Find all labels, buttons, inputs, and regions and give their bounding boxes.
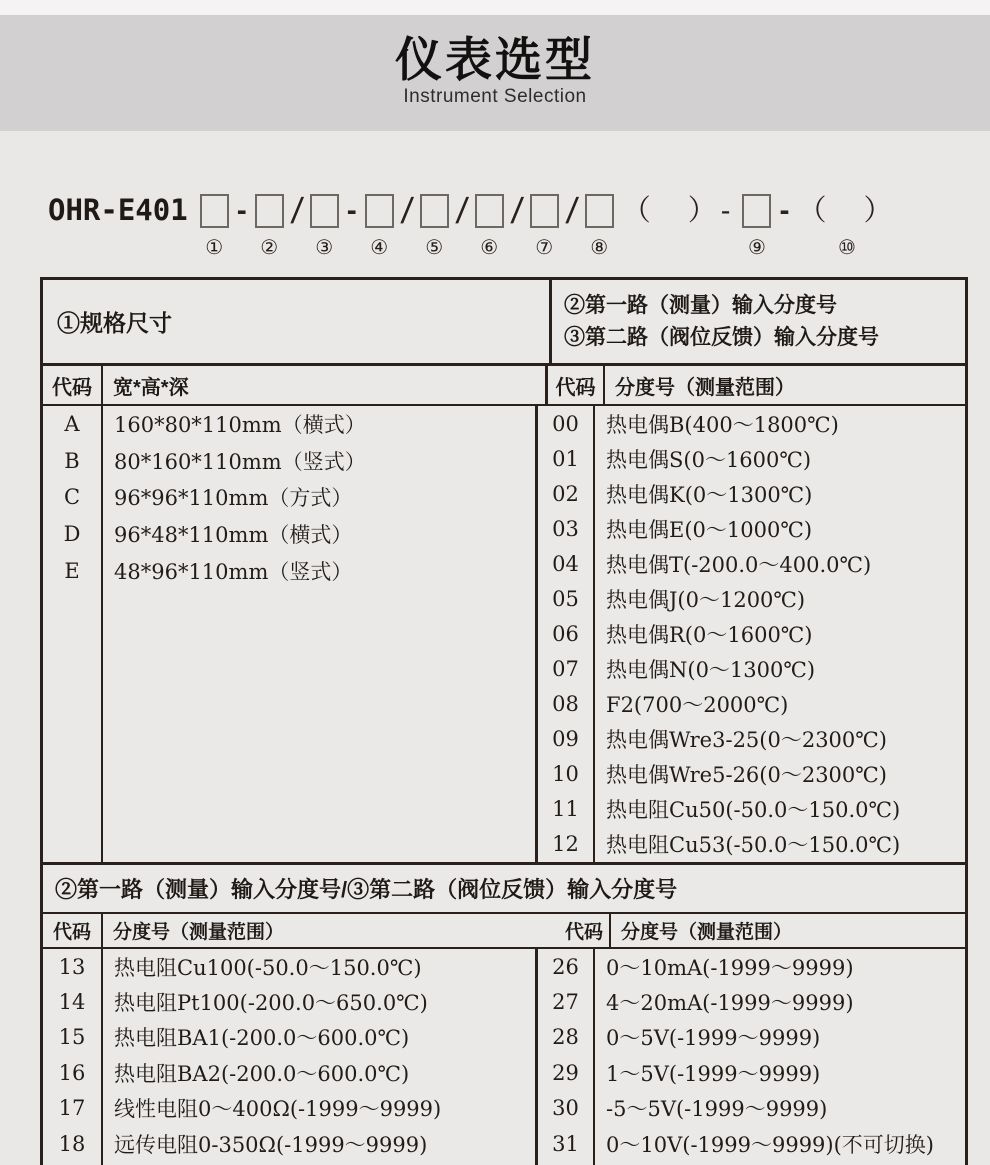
row-code: 01 [552, 446, 579, 471]
row-code: 31 [552, 1131, 579, 1156]
table-row [538, 441, 965, 476]
row-code: 13 [58, 954, 86, 979]
separator: - [236, 194, 247, 227]
slot-label-4: ④ [370, 237, 389, 259]
table-row [43, 984, 535, 1019]
input-graduation-header [552, 280, 965, 363]
row-code: 28 [552, 1025, 579, 1050]
row-desc: 96*96*110mm（方式） [114, 486, 353, 511]
code-slot-3 [310, 193, 339, 258]
table-row [43, 443, 535, 480]
row-code: 06 [552, 621, 579, 646]
table-row [538, 687, 965, 722]
slot-label-10: ⑩ [837, 237, 856, 259]
row-code: 18 [58, 1131, 86, 1156]
row-desc: 热电偶B(400～1800℃) [606, 412, 839, 437]
page-title: 仪表选型 [395, 33, 595, 86]
row-desc: 热电阻BA2(-200.0～600.0℃) [114, 1061, 410, 1086]
column-header-row [43, 366, 965, 406]
model-code-line [48, 190, 904, 259]
table-row [538, 651, 965, 686]
paren-group: （ ）- [621, 195, 735, 227]
slot-label-2: ② [260, 237, 279, 259]
row-desc: 热电阻Cu50(-50.0～150.0℃) [606, 798, 901, 823]
col-header-size: 宽*高*深 [103, 366, 548, 404]
code-box-icon [530, 194, 559, 228]
row-desc: 热电偶R(0～1600℃) [606, 622, 813, 647]
code-slot-4 [365, 193, 394, 258]
slot-label-3: ③ [315, 237, 334, 259]
row-desc: 0～5V(-1999～9999) [606, 1026, 821, 1051]
table-row [538, 1055, 965, 1090]
col-header-range-right: 分度号（测量范围） [621, 922, 793, 943]
col-header-code-left: 代码 [43, 366, 103, 404]
title-band [0, 15, 990, 131]
top-white-strip [0, 0, 990, 15]
col-header-code-right: 代码 [548, 366, 605, 404]
row-code: 00 [552, 411, 579, 436]
table-row [43, 552, 535, 589]
separator: / [453, 190, 470, 231]
slot-label-5: ⑤ [425, 237, 444, 259]
row-code: 04 [552, 551, 579, 576]
table-row [43, 949, 535, 984]
table-row [43, 516, 535, 553]
row-desc: 热电偶J(0～1200℃) [606, 587, 806, 612]
row-code: 29 [552, 1060, 579, 1085]
row-code: 17 [58, 1096, 86, 1121]
input-header-line1: ②第一路（测量）输入分度号 [564, 294, 837, 317]
row-code: 15 [58, 1025, 86, 1050]
table-row [43, 1091, 535, 1126]
table-row [538, 949, 965, 984]
separator: / [398, 190, 415, 231]
table-row [538, 827, 965, 862]
row-desc: 4～20mA(-1999～9999) [606, 991, 854, 1016]
row-code: D [63, 522, 81, 547]
code-box-icon [742, 194, 771, 228]
separator: - [779, 194, 790, 227]
table-row [538, 1126, 965, 1161]
spec-size-header: ①规格尺寸 [43, 280, 552, 363]
row-code: A [64, 412, 80, 437]
row-desc: 48*96*110mm（竖式） [114, 559, 353, 584]
input-header-line2: ③第二路（阀位反馈）输入分度号 [564, 325, 879, 349]
row-code: 10 [552, 762, 579, 787]
table-row [538, 406, 965, 441]
table-row [538, 616, 965, 651]
row-code: 16 [58, 1060, 86, 1085]
row-desc: 热电阻Cu53(-50.0～150.0℃) [606, 833, 901, 858]
table-row [43, 479, 535, 516]
row-code: B [64, 448, 80, 473]
row-code: 14 [58, 990, 86, 1015]
row-desc: 热电偶K(0～1300℃) [606, 482, 813, 507]
row-desc: 160*80*110mm（横式） [114, 413, 366, 438]
data-area-bottom [43, 949, 965, 1165]
model-prefix: OHR-E401 [48, 193, 188, 227]
code-box-icon [310, 194, 339, 228]
row-desc: 热电偶Wre3-25(0～2300℃) [606, 728, 887, 753]
row-code: 05 [552, 586, 579, 611]
col-header-code-left: 代码 [43, 914, 103, 947]
table-row [538, 1020, 965, 1055]
row-code: E [64, 558, 80, 583]
slot-label-6: ⑥ [480, 237, 499, 259]
table-row [538, 581, 965, 616]
row-desc: 1～5V(-1999～9999) [606, 1061, 821, 1086]
code-slot-6 [475, 193, 504, 258]
data-area-top [43, 406, 965, 865]
row-code: 26 [552, 954, 579, 979]
table-row [538, 546, 965, 581]
row-code: 02 [552, 481, 579, 506]
row-desc: 80*160*110mm（竖式） [114, 449, 366, 474]
code-box-icon [585, 194, 614, 228]
code-slot-1 [200, 193, 229, 258]
input-codes-list-00-12 [538, 406, 965, 862]
table-row [538, 984, 965, 1019]
code-box-icon [475, 194, 504, 228]
row-desc: 热电阻Pt100(-200.0～650.0℃) [114, 991, 428, 1016]
row-desc: 热电偶Wre5-26(0～2300℃) [606, 763, 887, 788]
row-desc: 热电阻Cu100(-50.0～150.0℃) [114, 955, 422, 980]
row-desc: -5～5V(-1999～9999) [606, 1097, 828, 1122]
table-header-row [43, 280, 965, 366]
code-slot-10: （ ） ⑩ [797, 195, 897, 259]
row-desc: 远传电阻0-350Ω(-1999～9999) [114, 1132, 428, 1157]
section2-header: ②第一路（测量）输入分度号/③第二路（阀位反馈）输入分度号 [43, 865, 965, 914]
row-desc: 热电阻BA1(-200.0～600.0℃) [114, 1026, 410, 1051]
separator: - [346, 194, 357, 227]
slot-label-8: ⑧ [590, 237, 609, 259]
row-code: 11 [552, 797, 579, 822]
row-desc: 0～10V(-1999～9999)(不可切换) [606, 1132, 935, 1157]
code-slot-8 [585, 193, 614, 258]
row-desc: 线性电阻0～400Ω(-1999～9999) [114, 1097, 442, 1122]
row-code: 27 [552, 990, 579, 1015]
row-code: 03 [552, 516, 579, 541]
separator: / [563, 190, 580, 231]
table-row [538, 792, 965, 827]
table-row [538, 722, 965, 757]
row-code: 12 [552, 832, 579, 857]
table-row [538, 1091, 965, 1126]
code-box-icon [420, 194, 449, 228]
page-subtitle: Instrument Selection [403, 86, 587, 108]
input-codes-list-26-31 [538, 949, 965, 1165]
table-row [43, 1055, 535, 1090]
table-row [538, 757, 965, 792]
row-code: 08 [552, 692, 579, 717]
table-row [43, 1126, 535, 1161]
table-row [43, 1020, 535, 1055]
section2-column-header-row [43, 914, 965, 949]
row-desc: 热电偶E(0～1000℃) [606, 517, 813, 542]
row-desc: F2(700～2000℃) [606, 693, 789, 718]
code-box-icon [200, 194, 229, 228]
code-slot-7 [530, 193, 559, 258]
row-code: 07 [552, 656, 579, 681]
code-slot-9 [742, 193, 771, 258]
table-row [538, 476, 965, 511]
slot-label-9: ⑨ [747, 237, 766, 259]
row-desc: 热电偶S(0～1600℃) [606, 447, 812, 472]
row-desc: 0～10mA(-1999～9999) [606, 955, 854, 980]
col-header-range: 分度号（测量范围） [615, 376, 795, 399]
row-code: C [63, 485, 81, 510]
col-header-range-left: 分度号（测量范围） [113, 922, 285, 943]
slot-label-7: ⑦ [535, 237, 554, 259]
selection-table [40, 277, 968, 1165]
row-code: 09 [552, 727, 579, 752]
separator: / [288, 190, 305, 231]
table-row [538, 511, 965, 546]
code-box-icon [255, 194, 284, 228]
code-box-icon [365, 194, 394, 228]
row-desc: 96*48*110mm（横式） [114, 523, 353, 548]
code-slot-2 [255, 193, 284, 258]
input-codes-list-13-18 [43, 949, 538, 1165]
size-codes-list [43, 406, 538, 862]
table-row [43, 406, 535, 443]
col-header-code-right: 代码 [526, 914, 611, 947]
row-code: 30 [552, 1096, 579, 1121]
row-desc: 热电偶T(-200.0～400.0℃) [606, 552, 872, 577]
row-desc: 热电偶N(0～1300℃) [606, 657, 816, 682]
slot-label-1: ① [205, 237, 224, 259]
separator: / [508, 190, 525, 231]
code-slot-5 [420, 193, 449, 258]
